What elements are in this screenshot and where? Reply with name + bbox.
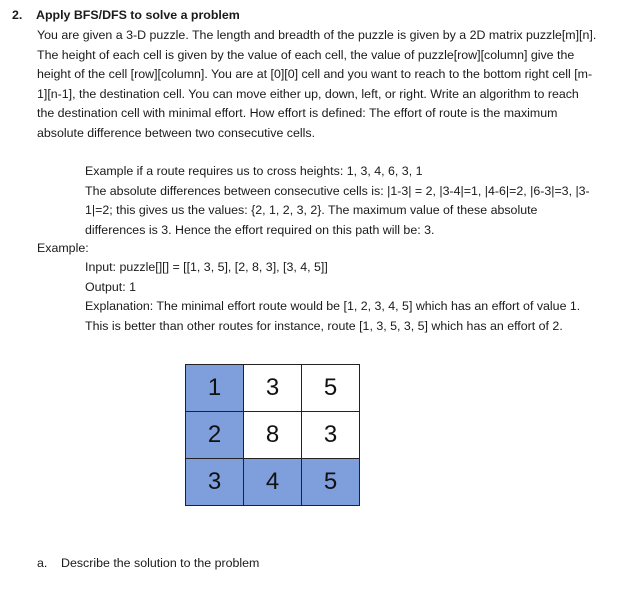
example-label: Example: <box>37 241 89 255</box>
question-label: a. <box>37 556 48 570</box>
example-input: Input: puzzle[][] = [[1, 3, 5], [2, 8, 3], [3, 4, 5]] <box>85 260 328 274</box>
question-a <box>37 556 259 570</box>
grid-cell-highlighted: 4 <box>244 459 302 506</box>
grid-cell: 3 <box>244 365 302 412</box>
grid-cell: 8 <box>244 412 302 459</box>
grid-row <box>186 365 360 412</box>
problem-heading <box>12 8 240 22</box>
grid-cell-highlighted: 3 <box>186 459 244 506</box>
problem-number: 2. <box>12 8 23 22</box>
problem-title: Apply BFS/DFS to solve a problem <box>36 8 240 22</box>
effort-example-differences: The absolute differences between consecutive cells is: |1-3| = 2, |3-4|=1, |4-6|=2, |6-3|=3, |3-1|=2; this gives us the values: {2, 1, 2, 3, 2}. The maximum value of these absolute differences is 3. Hence the effort required on this path will be: 3. <box>85 183 590 237</box>
grid-cell: 3 <box>302 412 360 459</box>
problem-description: You are given a 3-D puzzle. The length and breadth of the puzzle is given by a 2D matrix puzzle[m][n]. The height of each cell is given by the value of each cell, the value of puzzle[row][column] give the height of the cell [row][column]. You are at [0][0] cell and you want to reach to the bottom right cell [m-1][n-1], the destination cell. You can move either up, down, left, or right. Write an algorithm to reach the destination cell with minimal effort. How effort is defined: The effort of route is the maximum absolute difference between two consecutive cells. <box>37 28 597 140</box>
example-block <box>85 258 600 336</box>
example-explanation: Explanation: The minimal effort route would be [1, 2, 3, 4, 5] which has an effort of value 1. This is better than other routes for instance, route [1, 3, 5, 3, 5] which has an effort of 2. <box>85 299 581 333</box>
grid-cell-highlighted: 5 <box>302 459 360 506</box>
example-output: Output: 1 <box>85 279 136 294</box>
grid-row <box>186 459 360 506</box>
question-text: Describe the solution to the problem <box>61 556 260 570</box>
grid-cell: 5 <box>302 365 360 412</box>
effort-example-block <box>85 162 600 240</box>
grid-cell-highlighted: 2 <box>186 412 244 459</box>
grid-cell-highlighted: 1 <box>186 365 244 412</box>
puzzle-grid <box>185 364 360 506</box>
effort-example-heights: Example if a route requires us to cross heights: 1, 3, 4, 6, 3, 1 <box>85 164 423 178</box>
grid-row <box>186 412 360 459</box>
